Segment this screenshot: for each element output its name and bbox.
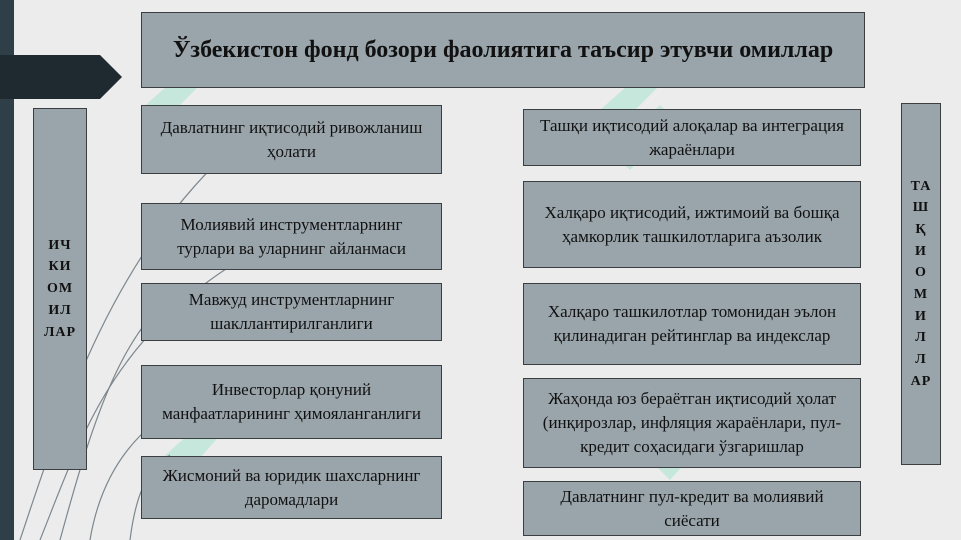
diagram-title: Ўзбекистон фонд бозори фаолиятига таъсир этувчи омиллар (141, 12, 865, 88)
external-factor-box: Халқаро ташкилотлар томонидан эълон қилинадиган рейтинглар ва индекслар (523, 283, 861, 365)
external-factors-label-box (901, 103, 941, 465)
internal-factors-label: ИЧ КИ ОМ ИЛ ЛАР (43, 237, 77, 340)
external-factor-box: Халқаро иқтисодий, ижтимоий ва бошқа ҳамкорлик ташкилотларига аъзолик (523, 181, 861, 268)
internal-factor-box: Давлатнинг иқтисодий ривожланиш ҳолати (141, 105, 442, 174)
external-factor-box: Ташқи иқтисодий алоқалар ва интеграция жараёнлари (523, 109, 861, 166)
external-factor-box: Давлатнинг пул-кредит ва молиявий сиёсати (523, 481, 861, 536)
internal-factor-box: Жисмоний ва юридик шахсларнинг даромадлари (141, 456, 442, 519)
external-factors-label: ТА Ш Қ И О М И Л Л АР (910, 178, 932, 389)
internal-factors-label-box (33, 108, 87, 470)
internal-factor-box: Молиявий инструментларнинг турлари ва уларнинг айланмаси (141, 203, 442, 270)
arrow-tab-decoration (0, 55, 122, 99)
internal-factor-box: Мавжуд инструментларнинг шакллантирилганлиги (141, 283, 442, 341)
internal-factor-box: Инвесторлар қонуний манфаатларининг ҳимояланганлиги (141, 365, 442, 439)
external-factor-box: Жаҳонда юз бераётган иқтисодий ҳолат (инқирозлар, инфляция жараёнлари, пул-кредит соҳасидаги ўзгаришлар (523, 378, 861, 468)
